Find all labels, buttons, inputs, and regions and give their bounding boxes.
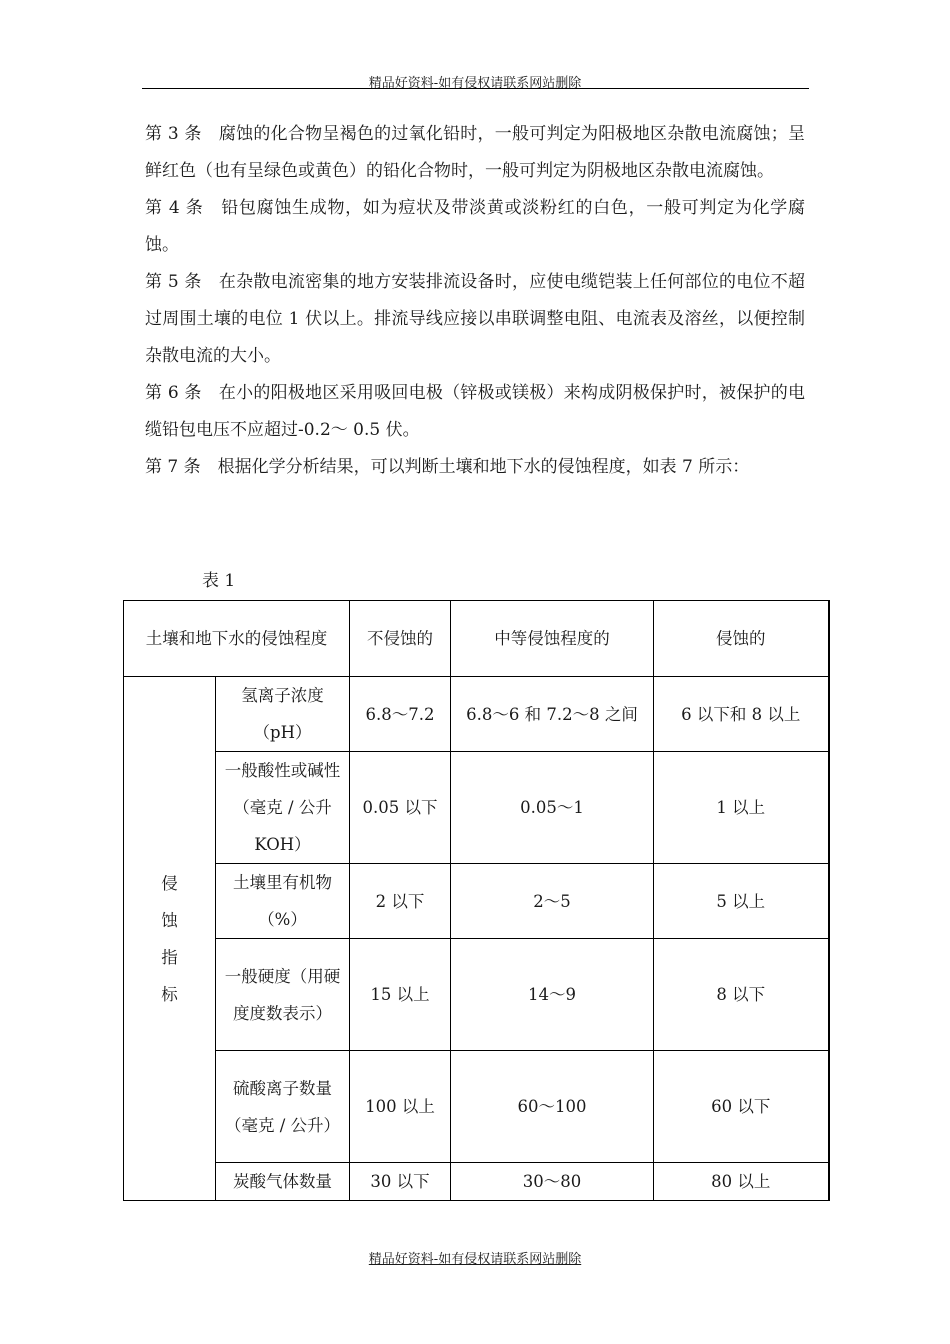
cell-medium-corrosive: 14～9: [451, 939, 654, 1051]
cell-corrosive: 6 以下和 8 以上: [654, 677, 829, 752]
cell-corrosive: 60 以下: [654, 1051, 829, 1163]
header-corrosive: 侵蚀的: [654, 601, 829, 677]
row-label: 一般酸性或碱性（毫克 / 公升 KOH）: [216, 752, 350, 864]
header-rule: [142, 88, 809, 89]
header-medium-corrosive: 中等侵蚀程度的: [451, 601, 654, 677]
table-row: [124, 752, 829, 864]
cell-corrosive: 5 以上: [654, 864, 829, 939]
cell-non-corrosive: 100 以上: [350, 1051, 451, 1163]
row-group-label: [124, 677, 216, 1201]
cell-non-corrosive: 6.8～7.2: [350, 677, 451, 752]
table-row: [124, 677, 829, 752]
header-corner: 土壤和地下水的侵蚀程度: [124, 601, 350, 677]
article-6: 第 6 条 在小的阳极地区采用吸回电极（锌极或镁极）来构成阴极保护时，被保护的电缆铅包电压不应超过-0.2～ 0.5 伏。: [145, 383, 805, 440]
article-7: 第 7 条 根据化学分析结果，可以判断土壤和地下水的侵蚀程度，如表 7 所示：: [145, 457, 750, 477]
cell-corrosive: 1 以上: [654, 752, 829, 864]
row-group-char: 蚀: [161, 910, 178, 930]
cell-non-corrosive: 30 以下: [350, 1163, 451, 1201]
row-group-char: 侵: [161, 873, 178, 893]
table-row: [124, 1163, 829, 1201]
table-row: [124, 1051, 829, 1163]
cell-medium-corrosive: 2～5: [451, 864, 654, 939]
table-row: [124, 939, 829, 1051]
body-text: [145, 116, 805, 486]
cell-non-corrosive: 0.05 以下: [350, 752, 451, 864]
article-3: 第 3 条 腐蚀的化合物呈褐色的过氧化铅时，一般可判定为阳极地区杂散电流腐蚀；呈鲜红色（也有呈绿色或黄色）的铅化合物时，一般可判定为阴极地区杂散电流腐蚀。: [145, 124, 805, 181]
cell-medium-corrosive: 60～100: [451, 1051, 654, 1163]
table-row: [124, 864, 829, 939]
article-5: 第 5 条 在杂散电流密集的地方安装排流设备时，应使电缆铠装上任何部位的电位不超过周围土壤的电位 1 伏以上。排流导线应接以串联调整电阻、电流表及溶丝，以便控制杂散电流的大小。: [145, 272, 805, 366]
cell-medium-corrosive: 30～80: [451, 1163, 654, 1201]
cell-medium-corrosive: 6.8～6 和 7.2～8 之间: [451, 677, 654, 752]
cell-medium-corrosive: 0.05～1: [451, 752, 654, 864]
table-caption: 表 1: [202, 571, 236, 591]
article-4: 第 4 条 铅包腐蚀生成物，如为痘状及带淡黄或淡粉红的白色，一般可判定为化学腐蚀。: [145, 198, 805, 255]
table-header-row: [124, 601, 829, 677]
row-label: 氢离子浓度（pH）: [216, 677, 350, 752]
row-group-char: 标: [161, 984, 178, 1004]
row-group-char: 指: [161, 947, 178, 967]
cell-non-corrosive: 15 以上: [350, 939, 451, 1051]
page-footer: 精品好资料-如有侵权请联系网站删除: [368, 1252, 582, 1267]
cell-corrosive: 8 以下: [654, 939, 829, 1051]
row-label: 一般硬度（用硬度度数表示）: [216, 939, 350, 1051]
cell-corrosive: 80 以上: [654, 1163, 829, 1201]
cell-non-corrosive: 2 以下: [350, 864, 451, 939]
row-label: 硫酸离子数量（毫克 / 公升）: [216, 1051, 350, 1163]
row-label: 炭酸气体数量: [216, 1163, 350, 1201]
row-label: 土壤里有机物（%）: [216, 864, 350, 939]
header-non-corrosive: 不侵蚀的: [350, 601, 451, 677]
corrosion-table: [123, 600, 830, 1201]
page-header: 精品好资料-如有侵权请联系网站删除: [368, 76, 582, 91]
